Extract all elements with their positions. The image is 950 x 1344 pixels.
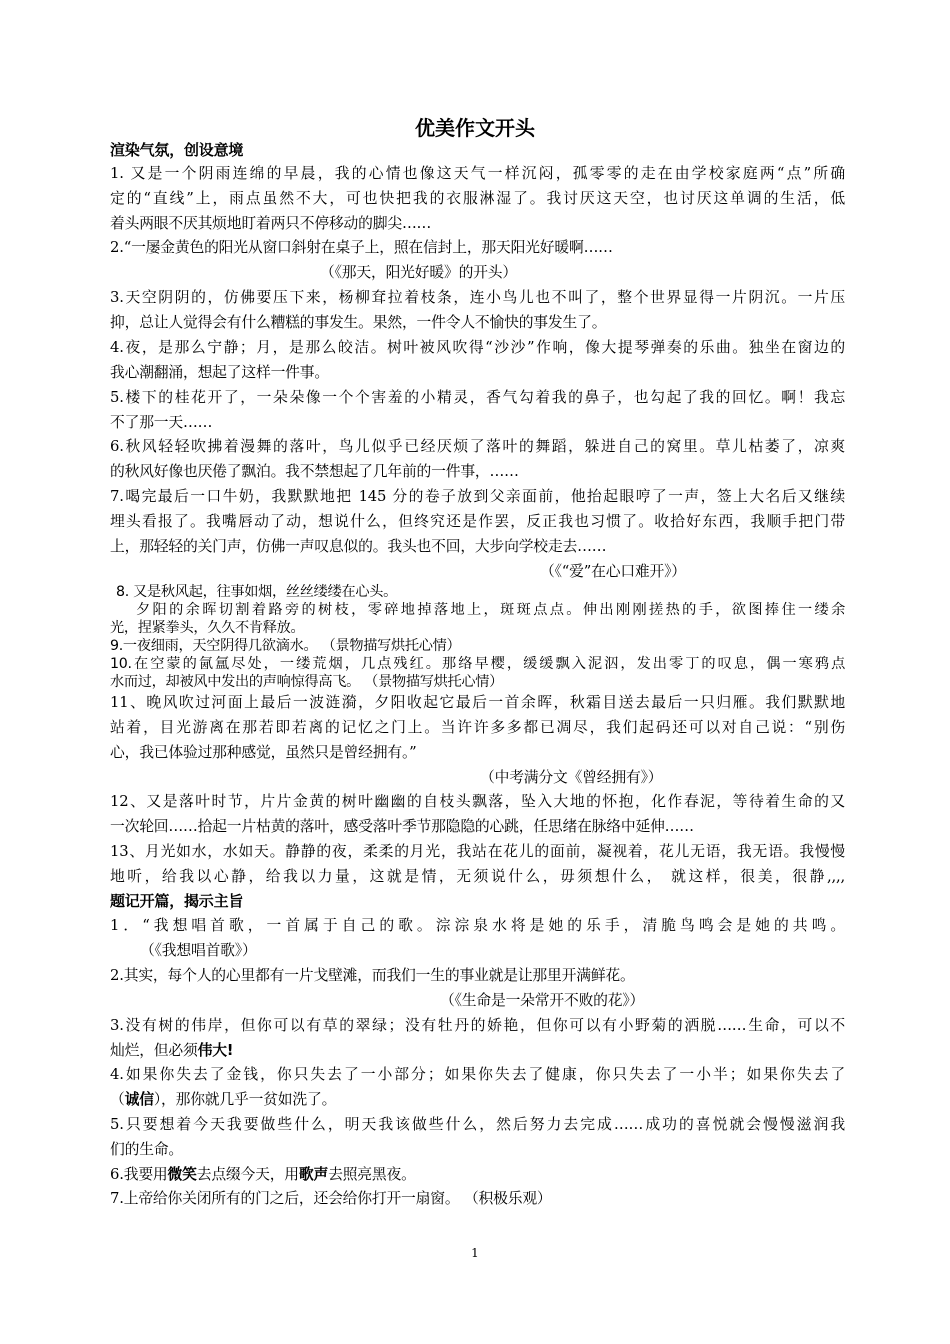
paragraph-line: 们的生命。 [110,1141,183,1158]
paragraph-line: 6.秋风轻轻吹拂着漫舞的落叶，鸟儿似乎已经厌烦了落叶的舞蹈，躲进自己的窝里。草儿枯萎了，凉爽 [110,438,845,455]
paragraph-line: 3.没有树的伟岸，但你可以有草的翠绿；没有牡丹的娇艳，但你可以有小野菊的洒脱……生命，可以不 [110,1017,845,1034]
paragraph-line [110,1165,845,1185]
paragraph-line: 抑，总让人觉得会有什么糟糕的事发生。果然，一件令人不愉快的事发生了。 [110,314,607,331]
paragraph-line: 水而过，却被风中发出的声响惊得高飞。 （景物描写烘托心情） [110,674,504,690]
bold-text: 诚信 [124,1091,154,1108]
paragraph-line: 上，那轻轻的关门声，仿佛一声叹息似的。我头也不回，大步向学校走去…… [110,538,607,555]
paragraph-line: 13、月光如水，水如天。静静的夜，柔柔的月光，我站在花儿的面前，凝视着，花儿无语，我无语。我慢慢 [110,843,845,860]
paragraph-line: 埋头看报了。我嘴唇动了动，想说什么，但终究还是作罢，反正我也习惯了。收拾好东西，我顺手把门带 [110,513,845,530]
text-run: （ [110,1091,125,1108]
paragraph-line: 12、又是落叶时节，片片金黄的树叶幽幽的自枝头飘落，坠入大地的怀抱，化作春泥，等待着生命的又 [110,793,845,810]
paragraph-line: 定的“直线”上，雨点虽然不大，可也快把我的衣服淋湿了。我讨厌这天空，也讨厌这单调的生活，低 [110,190,845,207]
paragraph-line: 7.上帝给你关闭所有的门之后，还会给你打开一扇窗。 （积极乐观） [110,1190,552,1207]
paragraph-line: 11、晚风吹过河面上最后一波涟漪，夕阳收起它最后一首余晖，秋霜目送去最后一只归雁。我们默默地 [110,694,845,711]
paragraph-line: 2.其实，每个人的心里都有一片戈壁滩，而我们一生的事业就是让那里开满鲜花。 [110,967,635,984]
section-heading-atmosphere: 渲染气氛，创设意境 [110,141,244,159]
paragraph-line: 着头两眼不厌其烦地盯着两只不停移动的脚尖…… [110,215,432,232]
paragraph-line: 的秋风好像也厌倦了飘泊。我不禁想起了几年前的一件事，…… [110,463,519,480]
source-citation: （《我想唱首歌》） [140,942,257,959]
text-run: 6.我要用 [110,1166,168,1183]
paragraph-line: 一次轮回……拾起一片枯黄的落叶，感受落叶季节那隐隐的心跳，任思绪在脉络中延伸…… [110,818,694,835]
paragraph-line: 光，捏紧拳头，久久不肯释放。 [110,620,305,636]
paragraph-line [110,1041,845,1061]
paragraph-line: 7.喝完最后一口牛奶，我默默地把 145 分的卷子放到父亲面前，他抬起眼哼了一声，签上大名后又继续 [110,488,845,505]
paragraph-line: 2.“一屡金黄色的阳光从窗口斜射在桌子上，照在信封上，那天阳光好暖啊…… [110,239,613,256]
paragraph-line: 4.如果你失去了金钱，你只失去了一小部分；如果你失去了健康，你只失去了一小半；如果你失去了 [110,1066,845,1083]
section-heading-epigraph: 题记开篇，揭示主旨 [110,892,244,910]
page-number: 1 [471,1246,479,1260]
paragraph-line: 站着，目光游离在那若即若离的记忆之门上。当许许多多都已凋尽，我们起码还可以对自己说：“别伤 [110,719,845,736]
paragraph-line: 我心潮翻涌，想起了这样一件事。 [110,364,329,381]
paragraph-line: 9.一夜细雨，天空阴得几欲滴水。 （景物描写烘托心情） [110,638,461,654]
bold-text: 微笑 [167,1166,197,1183]
paragraph-line: 4.夜，是那么宁静；月，是那么皎洁。树叶被风吹得“沙沙”作响，像大提琴弹奏的乐曲。独坐在窗边的 [110,339,845,356]
paragraph-line: 1．“我想唱首歌，一首属于自己的歌。淙淙泉水将是她的乐手，清脆鸟鸣会是她的共鸣。 [110,917,845,934]
paragraph-line: 心，我已体验过那种感觉，虽然只是曾经拥有。” [110,744,417,761]
paragraph-line: 5.只要想着今天我要做些什么，明天我该做些什么，然后努力去完成……成功的喜悦就会慢慢滋润我 [110,1116,845,1133]
paragraph-line: 8. 又是秋风起，往事如烟，丝丝缕缕在心头。 [116,584,398,600]
paragraph-line: 夕阳的余晖切割着路旁的树枝，零碎地掉落地上，斑斑点点。伸出刚刚搓热的手，欲图捧住一缕余 [136,602,845,618]
source-citation: （《生命是一朵常开不败的花》） [440,992,645,1009]
text-run: ），那你就几乎一贫如洗了。 [153,1091,337,1108]
source-citation: （《那天，阳光好暖》的开头） [320,264,517,281]
paragraph-line: 10.在空蒙的氤氲尽处，一缕荒烟，几点残红。那络早樱，缓缓飘入泥泅，发出零丁的叹息，偶一寒鸦点 [110,656,845,672]
paragraph-line: 地听，给我以心静，给我以力量，这就是情，无须说什么，毋须想什么， 就这样，很美，很静,,,, [110,868,845,885]
paragraph-line: 1. 又是一个阴雨连绵的早晨，我的心情也像这天气一样沉闷，孤零零的走在由学校家庭两“点”所确 [110,165,845,182]
text-run: 灿烂，但必须 [110,1042,198,1059]
paragraph-line: 不了那一天…… [110,414,213,431]
bold-text: 歌声 [298,1166,329,1183]
source-citation: （《“爱”在心口难开》） [540,563,686,580]
source-citation: （中考满分文《曾经拥有》） [480,769,663,786]
text-run: 去照亮黑夜。 [328,1166,416,1183]
page-title: 优美作文开头 [415,116,535,140]
bold-text: 伟大! [197,1042,234,1059]
text-run: 去点缀今天，用 [196,1166,299,1183]
paragraph-line: 5.楼下的桂花开了，一朵朵像一个个害羞的小精灵，香气勾着我的鼻子，也勾起了我的回忆。啊！我忘 [110,389,845,406]
paragraph-line: 3.天空阴阴的，仿佛要压下来，杨柳耷拉着枝条，连小鸟儿也不叫了，整个世界显得一片阴沉。一片压 [110,289,845,306]
paragraph-line [110,1090,845,1110]
